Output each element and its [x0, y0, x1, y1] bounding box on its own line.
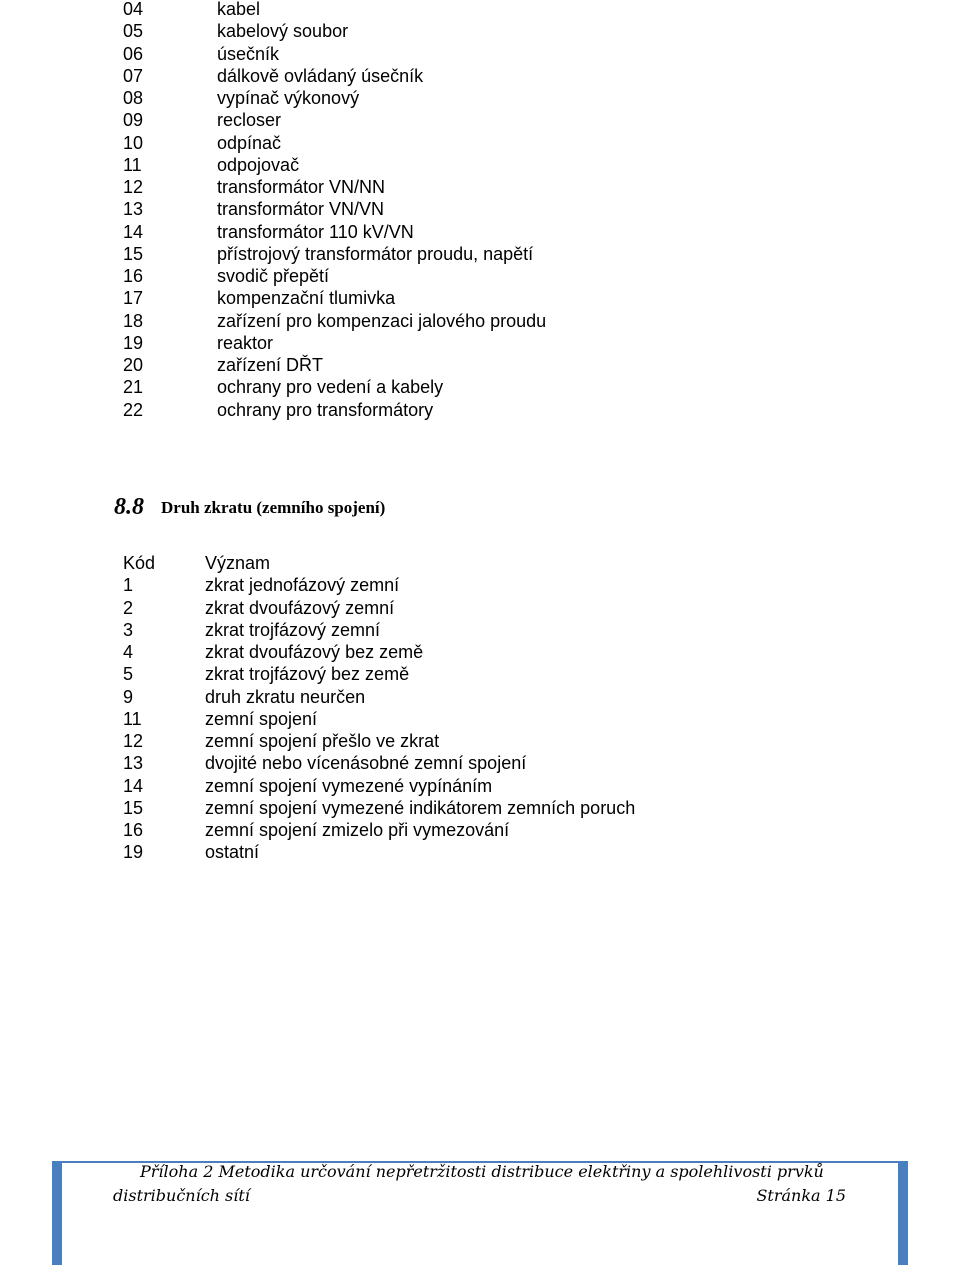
table-row [123, 154, 546, 176]
table-row [123, 641, 635, 663]
row-meaning: přístrojový transformátor proudu, napětí [217, 243, 534, 264]
row-code: 05 [123, 21, 144, 42]
section-title: Druh zkratu (zemního spojení) [161, 498, 386, 517]
row-meaning: zařízení DŘT [217, 355, 324, 375]
table-row [123, 399, 546, 421]
row-meaning: transformátor VN/VN [217, 199, 385, 220]
table-row [123, 176, 546, 198]
row-code: 13 [123, 199, 144, 220]
row-code: 19 [123, 332, 144, 353]
table-row [123, 20, 546, 42]
column-header-meaning: Význam [205, 553, 271, 573]
row-code: 12 [123, 177, 144, 197]
row-meaning: ochrany pro transformátory [217, 399, 434, 420]
table-row [123, 376, 546, 398]
table-row [123, 332, 546, 354]
row-code: 4 [123, 642, 134, 662]
table-row [123, 797, 635, 819]
row-code: 13 [123, 753, 144, 774]
row-code: 14 [123, 221, 144, 242]
row-meaning: kabelový soubor [217, 21, 349, 42]
row-meaning: zemní spojení přešlo ve zkrat [205, 731, 440, 751]
table-row [123, 730, 635, 752]
table-row [123, 619, 635, 641]
row-meaning: dvojité nebo vícenásobné zemní spojení [205, 753, 527, 774]
row-code: 08 [123, 88, 144, 108]
row-meaning: kompenzační tlumivka [217, 288, 396, 309]
row-code: 10 [123, 132, 144, 153]
footer-document-title-continued: distribučních sítí [113, 1186, 250, 1205]
row-code: 15 [123, 797, 144, 818]
table-row [123, 574, 635, 596]
row-meaning: transformátor VN/NN [217, 177, 386, 197]
row-meaning: zkrat jednofázový zemní [205, 575, 400, 596]
row-code: 17 [123, 288, 144, 309]
row-code: 19 [123, 842, 144, 863]
row-code: 15 [123, 243, 144, 264]
row-code: 20 [123, 355, 144, 375]
row-meaning: zkrat dvoufázový zemní [205, 597, 395, 618]
row-meaning: svodič přepětí [217, 266, 330, 286]
row-meaning: zkrat trojfázový bez země [205, 664, 410, 685]
section-heading [114, 494, 385, 521]
table-row [123, 43, 546, 65]
table-row [123, 775, 635, 797]
row-meaning: zemní spojení vymezené indikátorem zemních poruch [205, 797, 636, 818]
table-row [123, 0, 546, 20]
footer-page-number: Stránka 15 [756, 1186, 846, 1205]
row-code: 04 [123, 0, 144, 19]
table-row [123, 265, 546, 287]
table-row [123, 841, 635, 863]
row-meaning: druh zkratu neurčen [205, 686, 366, 707]
row-code: 2 [123, 597, 134, 618]
row-code: 9 [123, 686, 134, 707]
table-row [123, 109, 546, 131]
table-row [123, 310, 546, 332]
table-row [123, 65, 546, 87]
row-code: 09 [123, 110, 144, 131]
row-meaning: reaktor [217, 332, 274, 353]
table-row [123, 354, 546, 376]
table-row [123, 686, 635, 708]
row-meaning: ochrany pro vedení a kabely [217, 377, 444, 398]
row-code: 12 [123, 731, 144, 751]
row-code: 11 [123, 154, 142, 175]
row-code: 16 [123, 820, 144, 840]
row-code: 06 [123, 43, 144, 64]
row-code: 18 [123, 310, 144, 331]
table-header-row [123, 552, 635, 574]
row-code: 22 [123, 399, 144, 420]
row-meaning: zkrat trojfázový zemní [205, 619, 381, 640]
table-row [123, 708, 635, 730]
row-code: 3 [123, 619, 134, 640]
row-code: 21 [123, 377, 144, 398]
row-meaning: odpojovač [217, 154, 300, 175]
row-meaning: zemní spojení vymezené vypínáním [205, 775, 493, 796]
table-row [123, 132, 546, 154]
table-row [123, 597, 635, 619]
section-number: 8.8 [114, 494, 144, 520]
row-code: 07 [123, 65, 144, 86]
equipment-code-table [123, 0, 546, 421]
row-meaning: odpínač [217, 132, 282, 153]
row-meaning: úsečník [217, 43, 280, 64]
table-row [123, 243, 546, 265]
table-row [123, 287, 546, 309]
footer-document-title: Příloha 2 Metodika určování nepřetržitosti distribuce elektřiny a spolehlivosti prvků [140, 1162, 824, 1181]
row-meaning: ostatní [205, 842, 260, 863]
row-meaning: zařízení pro kompenzaci jalového proudu [217, 310, 547, 331]
row-code: 5 [123, 664, 134, 685]
row-code: 14 [123, 775, 144, 796]
footer-right-border [898, 1161, 908, 1265]
row-meaning: recloser [217, 110, 282, 131]
row-code: 1 [123, 575, 134, 596]
table-row [123, 663, 635, 685]
row-meaning: kabel [217, 0, 261, 19]
row-code: 11 [123, 708, 142, 729]
table-row [123, 87, 546, 109]
row-meaning: transformátor 110 kV/VN [217, 221, 414, 242]
fault-type-code-table [123, 552, 635, 864]
row-meaning: vypínač výkonový [217, 88, 360, 108]
column-header-code: Kód [123, 553, 156, 573]
footer-left-border [52, 1161, 62, 1265]
row-meaning: zemní spojení [205, 708, 318, 729]
row-meaning: zkrat dvoufázový bez země [205, 642, 424, 662]
table-row [123, 198, 546, 220]
row-code: 16 [123, 266, 144, 286]
table-row [123, 819, 635, 841]
table-row [123, 752, 635, 774]
row-meaning: zemní spojení zmizelo při vymezování [205, 820, 510, 840]
table-row [123, 221, 546, 243]
row-meaning: dálkově ovládaný úsečník [217, 65, 424, 86]
